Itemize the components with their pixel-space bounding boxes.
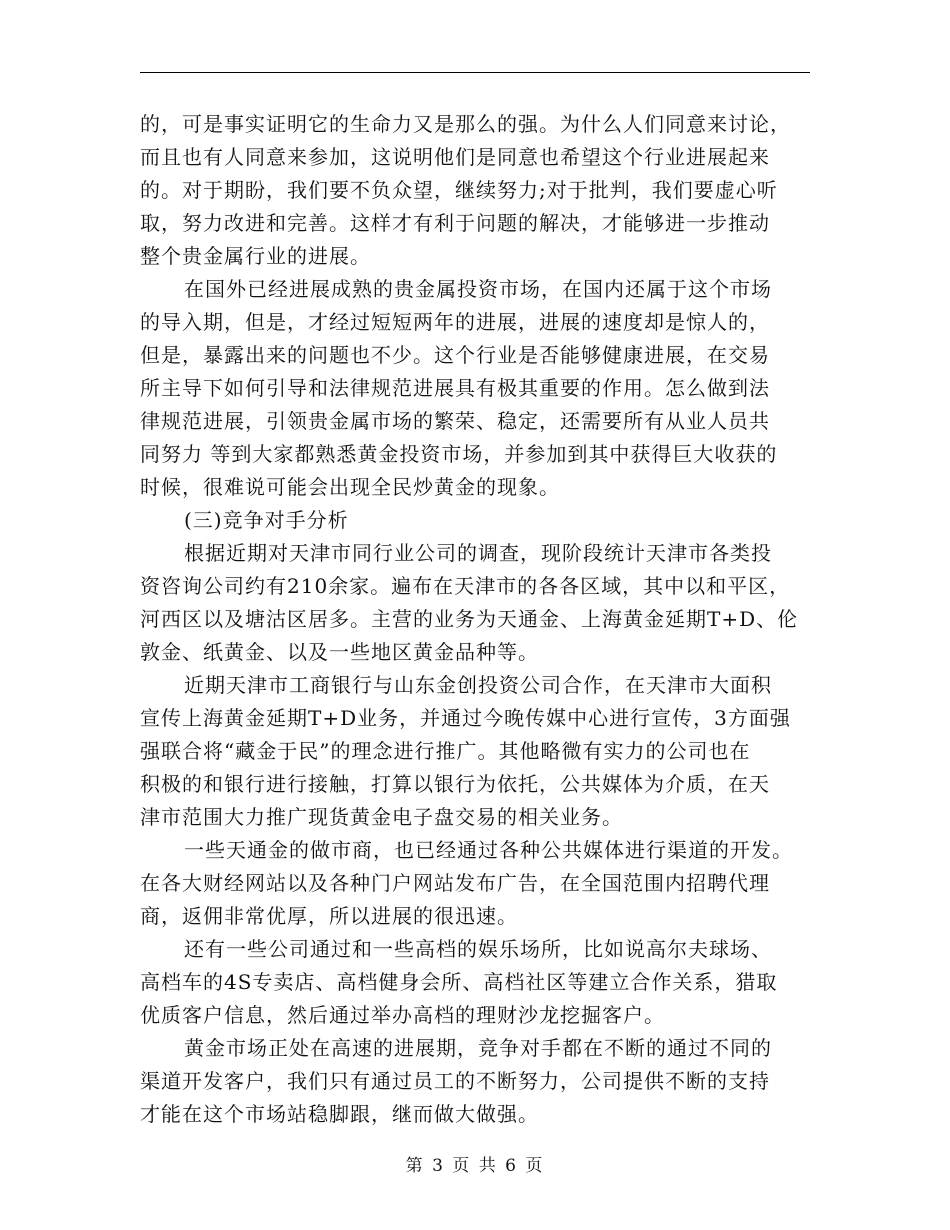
text-line: 时候，很难说可能会出现全民炒黄金的现象。 xyxy=(140,475,560,499)
text-line: 资咨询公司约有210余家。遍布在天津市的各各区域，其中以和平区， xyxy=(140,574,791,598)
text-line: 律规范进展，引领贵金属市场的繁荣、稳定，还需要所有从业人员共 xyxy=(140,409,770,433)
text-line: 在各大财经网站以及各种门户网站发布广告，在全国范围内招聘代理 xyxy=(140,871,770,895)
text-line: 黄金市场正处在高速的进展期，竞争对手都在不断的通过不同的 xyxy=(184,1036,772,1060)
text-line: 整个贵金属行业的进展。 xyxy=(140,244,371,268)
text-line: 近期天津市工商银行与山东金创投资公司合作，在天津市大面积 xyxy=(184,673,772,697)
text-line: 敦金、纸黄金、以及一些地区黄金品种等。 xyxy=(140,640,539,664)
text-line: 在国外已经进展成熟的贵金属投资市场，在国内还属于这个市场 xyxy=(184,277,772,301)
text-line: 商，返佣非常优厚，所以进展的很迅速。 xyxy=(140,904,518,928)
text-line: 但是，暴露出来的问题也不少。这个行业是否能够健康进展，在交易 xyxy=(140,343,770,367)
header-rule xyxy=(140,72,810,73)
text-line: 积极的和银行进行接触，打算以银行为依托，公共媒体为介质，在天 xyxy=(140,772,770,796)
text-line: 的，可是事实证明它的生命力又是那么的强。为什么人们同意来讨论， xyxy=(140,112,791,136)
text-line: 才能在这个市场站稳脚跟，继而做大做强。 xyxy=(140,1102,539,1126)
text-line: 优质客户信息，然后通过举办高档的理财沙龙挖掘客户。 xyxy=(140,1003,665,1027)
text-line: 而且也有人同意来参加，这说明他们是同意也希望这个行业进展起来 xyxy=(140,145,770,169)
text-line: 宣传上海黄金延期T+D业务，并通过今晚传媒中心进行宣传，3方面强 xyxy=(140,706,791,730)
text-line: 取，努力改进和完善。这样才有利于问题的解决，才能够进一步推动 xyxy=(140,211,770,235)
page-number-footer: 第 3 页 共 6 页 xyxy=(405,1156,545,1176)
text-line: 一些天通金的做市商，也已经通过各种公共媒体进行渠道的开发。 xyxy=(184,838,793,862)
text-line: 的。对于期盼，我们要不负众望，继续努力;对于批判，我们要虚心听 xyxy=(140,178,778,202)
text-line: 津市范围大力推广现货黄金电子盘交易的相关业务。 xyxy=(140,805,623,829)
text-line: 高档车的4S专卖店、高档健身会所、高档社区等建立合作关系，猎取 xyxy=(140,970,778,994)
text-line: 渠道开发客户，我们只有通过员工的不断努力，公司提供不断的支持 xyxy=(140,1069,770,1093)
text-line: 同努力 等到大家都熟悉黄金投资市场，并参加到其中获得巨大收获的 xyxy=(140,442,778,466)
text-line: 还有一些公司通过和一些高档的娱乐场所，比如说高尔夫球场、 xyxy=(184,937,772,961)
text-line: (三)竞争对手分析 xyxy=(184,508,349,532)
text-line: 河西区以及塘沽区居多。主营的业务为天通金、上海黄金延期T+D、伦 xyxy=(140,607,799,631)
document-body xyxy=(140,108,815,1131)
text-line: 所主导下如何引导和法律规范进展具有极其重要的作用。怎么做到法 xyxy=(140,376,770,400)
text-line: 强联合将“藏金于民”的理念进行推广。其他略微有实力的公司也在 xyxy=(140,739,751,763)
text-line: 根据近期对天津市同行业公司的调查，现阶段统计天津市各类投 xyxy=(184,541,772,565)
text-line: 的导入期，但是，才经过短短两年的进展，进展的速度却是惊人的， xyxy=(140,310,770,334)
